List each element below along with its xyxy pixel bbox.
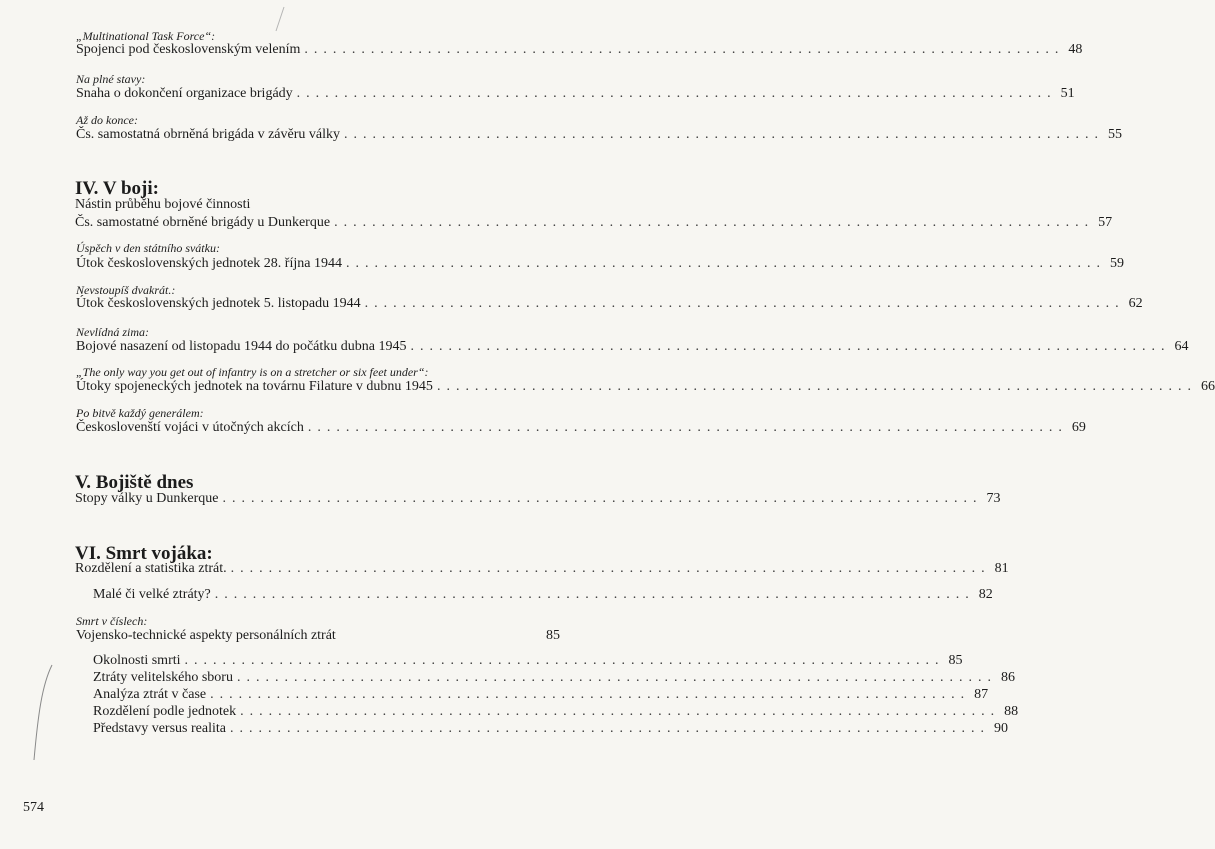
toc-line [76, 126, 1122, 144]
toc-title: Čs. samostatná obrněná brigáda v závěru války [76, 127, 340, 142]
toc-line [76, 419, 1086, 437]
toc-title: Útok československých jednotek 5. listopadu 1944 [76, 296, 361, 311]
leader-dots: ................................................................................ [334, 215, 1095, 230]
toc-title: Vojensko-technické aspekty personálních ztrát [76, 628, 336, 643]
toc-line [93, 652, 963, 670]
toc-page-number: 90 [993, 721, 1008, 736]
toc-page-number: 51 [1060, 86, 1075, 101]
toc-subtitle: Úspěch v den státního svátku: [76, 241, 220, 255]
toc-title: Útoky spojeneckých jednotek na továrnu Filature v dubnu 1945 [76, 379, 433, 394]
toc-subtitle: Nevlídná zima: [76, 325, 149, 339]
toc-title: Analýza ztrát v čase [93, 687, 207, 702]
toc-line [76, 85, 1075, 103]
toc-subtitle: „Multinational Task Force“: [76, 29, 216, 43]
toc-line [75, 560, 1009, 578]
toc-title: Stopy války u Dunkerque [75, 491, 219, 506]
toc-title: Rozdělení podle jednotek [93, 704, 237, 719]
toc-page-number: 86 [1000, 670, 1015, 685]
toc-line [76, 627, 560, 645]
section-heading: V. Bojiště dnes [75, 472, 194, 493]
toc-title: Rozdělení a statistika ztrát. [75, 561, 227, 576]
leader-dots: ................................................................................ [229, 721, 990, 736]
leader-dots: ................................................................................ [184, 653, 945, 668]
toc-page-number: 82 [978, 587, 993, 602]
toc-title: Okolnosti smrti [93, 653, 181, 668]
leader-dots: ................................................................................ [410, 339, 1171, 354]
toc-subtitle: Až do konce: [76, 113, 138, 127]
toc-line [76, 255, 1124, 273]
toc-page-number: 62 [1128, 296, 1143, 311]
toc-line [93, 586, 993, 604]
toc-title: Představy versus realita [93, 721, 226, 736]
leader-dots: ................................................................................ [343, 127, 1104, 142]
page-number: 574 [23, 800, 44, 815]
toc-page-number: 73 [986, 491, 1001, 506]
toc-title: Bojové nasazení od listopadu 1944 do počátku dubna 1945 [76, 339, 407, 354]
leader-dots: ................................................................................ [345, 256, 1106, 271]
toc-page-number: 59 [1109, 256, 1124, 271]
toc-page-number: 64 [1174, 339, 1189, 354]
toc-title: Snaha o dokončení organizace brigády [76, 86, 293, 101]
section-intro: Nástin průběhu bojové činnosti [75, 197, 251, 212]
leader-dots: ................................................................................ [364, 296, 1125, 311]
leader-dots: ................................................................................ [436, 379, 1197, 394]
toc-line [93, 686, 989, 704]
toc-title: Spojenci pod československým velením [76, 42, 301, 57]
toc-subtitle: Nevstoupíš dvakrát.: [76, 283, 176, 297]
toc-line [76, 338, 1189, 356]
section-heading: IV. V boji: [75, 178, 159, 199]
toc-page-number: 85 [546, 628, 560, 643]
leader-dots: ................................................................................ [296, 86, 1057, 101]
toc-title: Ztráty velitelského sboru [93, 670, 233, 685]
leader-dots: ................................................................................ [307, 420, 1068, 435]
toc-page-number: 48 [1068, 42, 1083, 57]
leader-dots: ................................................................................ [222, 491, 983, 506]
toc-subtitle: Na plné stavy: [76, 72, 146, 86]
toc-line [93, 703, 1019, 721]
leader-dots: ................................................................................ [304, 42, 1065, 57]
toc-line [76, 295, 1143, 313]
toc-page-number: 55 [1107, 127, 1122, 142]
toc-page-number: 88 [1004, 704, 1019, 719]
toc-line [93, 720, 1008, 738]
toc-title: Malé či velké ztráty? [93, 587, 211, 602]
toc-subtitle: „The only way you get out of infantry is on a stretcher or six feet under“: [76, 365, 429, 379]
toc-line [93, 669, 1015, 687]
toc-line [75, 490, 1001, 508]
leader-dots: ................................................................................ [240, 704, 1001, 719]
pencil-mark [270, 5, 290, 35]
toc-subtitle: Po bitvě každý generálem: [76, 406, 204, 420]
toc-title: Útok československých jednotek 28. října 1944 [76, 256, 342, 271]
toc-page-number: 57 [1098, 215, 1113, 230]
leader-dots: ................................................................................ [214, 587, 975, 602]
toc-page-number: 87 [974, 687, 989, 702]
toc-page-number: 66 [1200, 379, 1215, 394]
toc-page-number: 85 [948, 653, 963, 668]
leader-dots: ................................................................................ [210, 687, 971, 702]
toc-subtitle: Smrt v číslech: [76, 614, 148, 628]
toc-page-number: 81 [994, 561, 1009, 576]
toc-line [76, 378, 1215, 396]
toc-page-number: 69 [1071, 420, 1086, 435]
leader-dots: ................................................................................ [236, 670, 997, 685]
toc-line [75, 214, 1113, 232]
toc-title: Českoslovenští vojáci v útočných akcích [76, 420, 304, 435]
toc-line [76, 41, 1083, 59]
toc-title: Čs. samostatné obrněné brigády u Dunkerque [75, 215, 331, 230]
leader-dots: ................................................................................ [230, 561, 991, 576]
section-heading: VI. Smrt vojáka: [75, 543, 213, 564]
pencil-mark [30, 660, 60, 770]
